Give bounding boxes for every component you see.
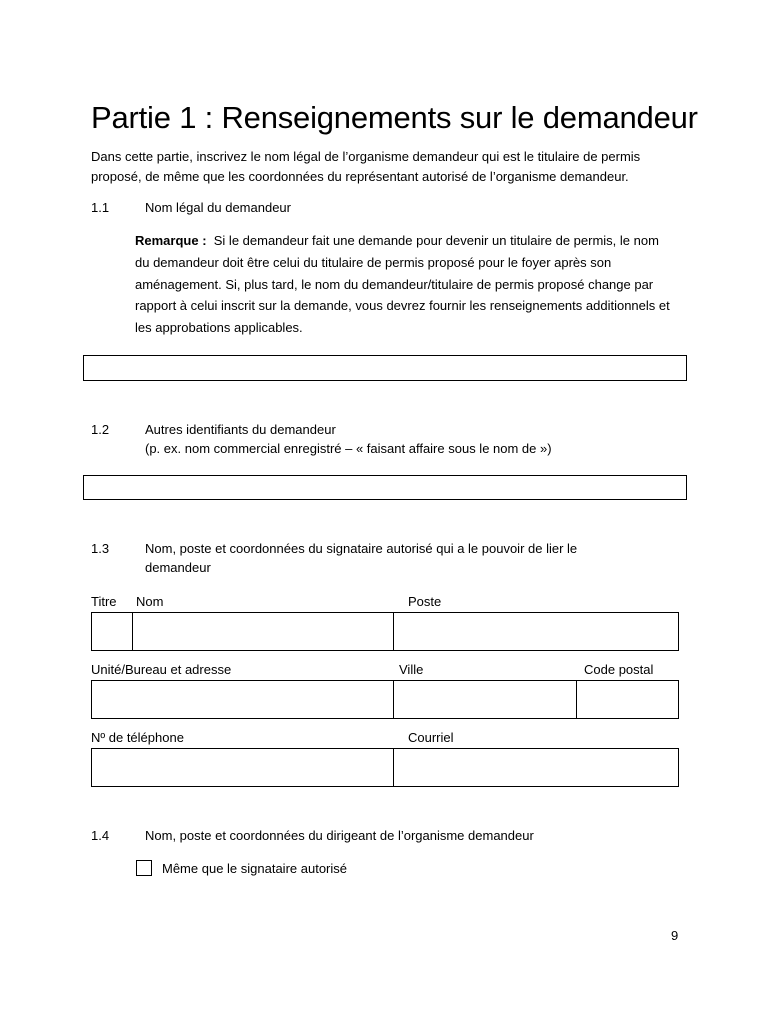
adresse-field[interactable] bbox=[91, 680, 394, 719]
page-title: Partie 1 : Renseignements sur le demandeur bbox=[91, 100, 698, 135]
telephone-field[interactable] bbox=[91, 748, 394, 787]
poste-field[interactable] bbox=[393, 612, 679, 651]
nom-field[interactable] bbox=[132, 612, 394, 651]
section-label-1-1: Nom légal du demandeur bbox=[145, 200, 291, 215]
courriel-field[interactable] bbox=[393, 748, 679, 787]
other-identifiers-field[interactable] bbox=[83, 475, 687, 500]
note-label: Remarque : bbox=[135, 233, 207, 248]
legal-name-field[interactable] bbox=[83, 355, 687, 381]
same-as-signatory-checkbox[interactable] bbox=[136, 860, 152, 876]
page-number: 9 bbox=[671, 928, 679, 943]
section-number-1-3: 1.3 bbox=[91, 541, 110, 556]
section-number-1-2: 1.2 bbox=[91, 422, 110, 437]
adresse-label: Unité/Bureau et adresse bbox=[91, 662, 232, 677]
code-postal-label: Code postal bbox=[584, 662, 654, 677]
titre-label: Titre bbox=[91, 594, 117, 609]
section-number-1-1: 1.1 bbox=[91, 200, 110, 215]
courriel-label: Courriel bbox=[408, 730, 454, 745]
nom-label: Nom bbox=[136, 594, 164, 609]
telephone-label: Nº de téléphone bbox=[91, 730, 184, 745]
section-label-1-3: Nom, poste et coordonnées du signataire autorisé qui a le pouvoir de lier le demandeur bbox=[145, 541, 578, 575]
section-number-1-4: 1.4 bbox=[91, 828, 110, 843]
note-1-1 bbox=[135, 230, 675, 339]
same-as-signatory-label[interactable]: Même que le signataire autorisé bbox=[162, 861, 347, 876]
poste-label: Poste bbox=[408, 594, 442, 609]
intro-text: Dans cette partie, inscrivez le nom légal de l’organisme demandeur qui est le titulaire de permis proposé, de même que les coordonnées du représentant autorisé de l’organisme demandeur. bbox=[91, 149, 641, 184]
section-label-1-4: Nom, poste et coordonnées du dirigeant de l’organisme demandeur bbox=[145, 828, 534, 843]
ville-label: Ville bbox=[399, 662, 424, 677]
section-label-1-2: Autres identifiants du demandeur bbox=[145, 422, 336, 437]
ville-field[interactable] bbox=[393, 680, 577, 719]
section-sublabel-1-2: (p. ex. nom commercial enregistré – « faisant affaire sous le nom de ») bbox=[145, 441, 552, 456]
note-text: Si le demandeur fait une demande pour devenir un titulaire de permis, le nom du demandeur doit être celui du titulaire de permis proposé pour le foyer après son aménagement. Si, plus tard, le nom du demandeur/titulaire de permis proposé change par rapport à celui inscrit sur la demande, vous devrez fournir les renseignements additionnels et les approbations applicables. bbox=[135, 233, 670, 336]
titre-field[interactable] bbox=[91, 612, 133, 651]
code-postal-field[interactable] bbox=[576, 680, 679, 719]
